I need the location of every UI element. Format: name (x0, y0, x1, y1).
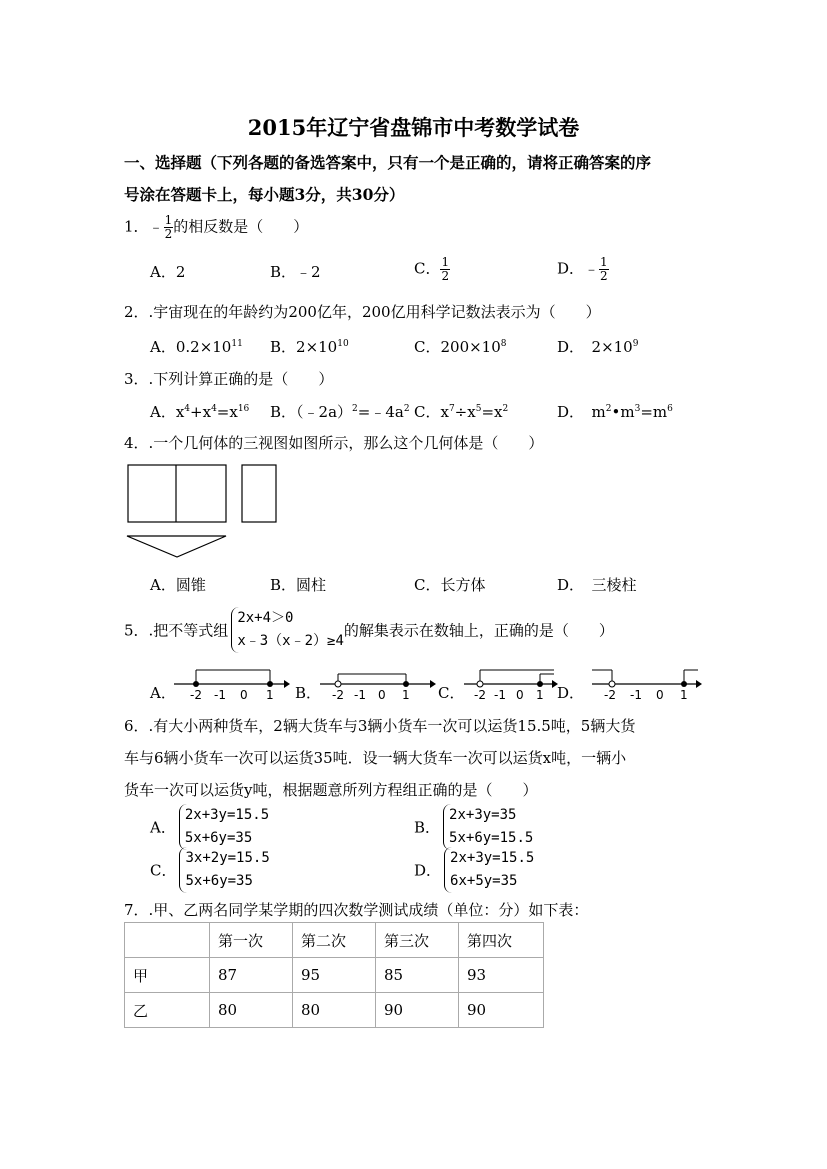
q4-option-d[interactable]: D． 三棱柱 (557, 576, 637, 594)
table-cell: 90 (376, 993, 459, 1028)
three-view-figure (124, 462, 284, 562)
top-view (127, 536, 226, 557)
table-header-cell: 第三次 (376, 923, 459, 958)
table-cell: 80 (293, 993, 376, 1028)
table-row (125, 958, 544, 993)
svg-text:0: 0 (378, 688, 386, 702)
q1-option-d[interactable]: D．﹣ $\frac{1}{2}$ (557, 255, 608, 283)
fraction: $\frac{1}{2}$ (164, 213, 173, 241)
q6-option-c[interactable]: C． 3x+2y=15.5 5x+6y=35 (150, 847, 270, 893)
q5-option-c[interactable]: C． (438, 684, 465, 702)
fraction: $\frac{1}{2}$ (441, 255, 450, 283)
table-cell: 乙 (125, 993, 210, 1028)
inequality-system: 2x+4＞0 x﹣3（x﹣2）≥4 (231, 607, 344, 653)
q3-option-a[interactable]: A．$x^4+x^4=x^{16}$ (150, 403, 250, 421)
svg-text:-1: -1 (214, 688, 226, 702)
table-header-cell: 第一次 (210, 923, 293, 958)
svg-text:1: 1 (402, 688, 410, 702)
equation-system: 2x+3y=15.5 5x+6y=35 (179, 804, 269, 850)
q6-option-b[interactable]: B． 2x+3y=35 5x+6y=15.5 (414, 804, 533, 850)
question-1: 1．﹣ $\frac{1}{2}$ 的相反数是（ ） (124, 213, 309, 241)
table-cell: 93 (459, 958, 544, 993)
q2-option-d[interactable]: D． $2\times 10^9$ (557, 338, 639, 356)
svg-text:-1: -1 (630, 688, 642, 702)
svg-text:-1: -1 (354, 688, 366, 702)
question-5: 5．.把不等式组 2x+4＞0 x﹣3（x﹣2）≥4 的解集表示在数轴上，正确的是（ ） (124, 607, 614, 653)
table-cell: 87 (210, 958, 293, 993)
q5-option-d[interactable]: D． (557, 684, 585, 702)
front-view (128, 465, 226, 522)
question-7: 7．.甲、乙两名同学某学期的四次数学测试成绩（单位：分）如下表： (124, 901, 589, 919)
svg-text:-2: -2 (474, 688, 486, 702)
equation-system: 2x+3y=15.5 6x+5y=35 (444, 847, 534, 893)
q3-option-b[interactable]: B．$(﹣2a)^2=﹣4a^2$ (270, 403, 410, 421)
question-6-line1: 6．.有大小两种货车，2辆大货车与3辆小货车一次可以运货15.5吨，5辆大货 (124, 717, 636, 735)
table-header-cell: 第二次 (293, 923, 376, 958)
svg-text:0: 0 (240, 688, 248, 702)
number-line-b (316, 662, 436, 704)
section-heading-line2: 号涂在答题卡上，每小题3分，共30分） (124, 185, 405, 204)
table-header-row (125, 923, 544, 958)
q4-option-b[interactable]: B．圆柱 (270, 576, 327, 594)
table-header-cell (125, 923, 210, 958)
svg-text:0: 0 (516, 688, 524, 702)
q3-option-d[interactable]: D． $m^2•m^3=m^6$ (557, 403, 673, 421)
q4-option-a[interactable]: A．圆锥 (150, 576, 206, 594)
svg-text:-2: -2 (604, 688, 616, 702)
svg-text:1: 1 (266, 688, 274, 702)
side-view (242, 465, 276, 522)
q1-option-b[interactable]: B．﹣2 (270, 263, 321, 281)
table-cell: 90 (459, 993, 544, 1028)
equation-system: 3x+2y=15.5 5x+6y=35 (179, 847, 269, 893)
question-6-line2: 车与6辆小货车一次可以运货35吨．设一辆大货车一次可以运货x吨，一辆小 (124, 749, 627, 767)
question-2: 2．.宇宙现在的年龄约为200亿年，200亿用科学记数法表示为（ ） (124, 303, 601, 321)
question-3: 3．.下列计算正确的是（ ） (124, 370, 334, 388)
score-table (124, 922, 544, 1028)
q5-option-b[interactable]: B． (295, 684, 322, 702)
q3-option-c[interactable]: C．$x^7\div x^5=x^2$ (414, 403, 509, 421)
q5-option-a[interactable]: A． (150, 684, 176, 702)
number-line-a (170, 662, 290, 704)
q6-option-d[interactable]: D． 2x+3y=15.5 6x+5y=35 (414, 847, 534, 893)
question-4: 4．.一个几何体的三视图如图所示，那么这个几何体是（ ） (124, 434, 544, 452)
svg-text:1: 1 (536, 688, 544, 702)
q6-option-a[interactable]: A． 2x+3y=15.5 5x+6y=35 (150, 804, 269, 850)
number-line-c (460, 662, 560, 704)
svg-text:-1: -1 (494, 688, 506, 702)
section-heading-line1: 一、选择题（下列各题的备选答案中，只有一个是正确的，请将正确答案的序 (124, 153, 652, 172)
q2-option-c[interactable]: C．$200\times 10^8$ (414, 338, 507, 356)
number-line-d (588, 662, 706, 704)
q1-option-c[interactable]: C． $\frac{1}{2}$ (414, 255, 450, 283)
equation-system: 2x+3y=35 5x+6y=15.5 (443, 804, 533, 850)
q2-option-a[interactable]: A．$0.2\times 10^{11}$ (150, 338, 243, 356)
svg-text:-2: -2 (332, 688, 344, 702)
question-6-line3: 货车一次可以运货y吨，根据题意所列方程组正确的是（ ） (124, 781, 538, 799)
q4-option-c[interactable]: C．长方体 (414, 576, 486, 594)
table-row (125, 993, 544, 1028)
table-cell: 甲 (125, 958, 210, 993)
table-header-cell: 第四次 (459, 923, 544, 958)
table-cell: 85 (376, 958, 459, 993)
fraction: $\frac{1}{2}$ (600, 255, 608, 283)
table-cell: 95 (293, 958, 376, 993)
q1-option-a[interactable]: A．2 (150, 263, 186, 281)
q2-option-b[interactable]: B．$2\times 10^{10}$ (270, 338, 349, 356)
table-cell: 80 (210, 993, 293, 1028)
page-title: 2015年辽宁省盘锦市中考数学试卷 (247, 115, 580, 140)
svg-text:1: 1 (680, 688, 688, 702)
svg-text:-2: -2 (190, 688, 202, 702)
svg-text:0: 0 (656, 688, 664, 702)
